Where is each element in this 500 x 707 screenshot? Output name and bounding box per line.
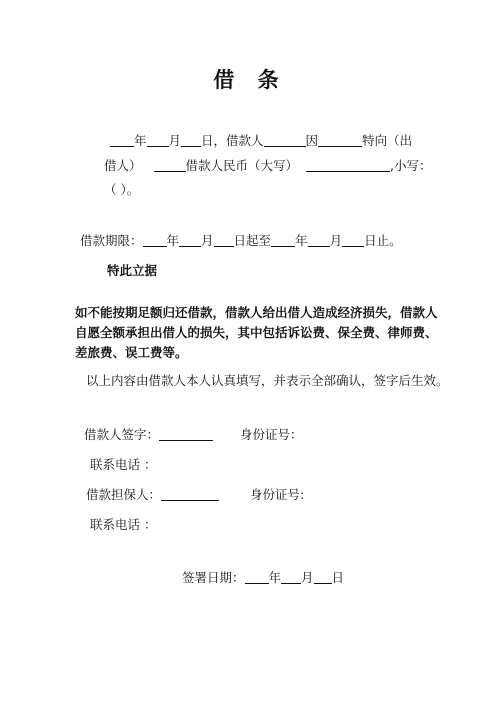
label-sign-date: 签署日期：: [182, 570, 245, 585]
label-to-lender: 特向（出: [362, 133, 413, 148]
guarantor-phone-label: 联系电话 ：: [90, 517, 157, 532]
blank-period-start-day[interactable]: [214, 232, 234, 247]
label-borrower-signature: 借款人签字：: [84, 427, 160, 442]
blank-borrower[interactable]: [264, 132, 306, 147]
blank-sign-year[interactable]: [245, 569, 269, 584]
borrower-signature-line: [84, 424, 213, 446]
blank-period-end-year[interactable]: [271, 232, 295, 247]
blank-period-start-month[interactable]: [179, 232, 201, 247]
blank-day[interactable]: [181, 132, 201, 147]
evidence-heading: 特此立据: [107, 263, 158, 278]
guarantor-id-label: 身份证号:: [250, 487, 305, 502]
paragraph-line-1: [110, 130, 412, 152]
label-period-start: 日起至: [233, 233, 272, 248]
blank-guarantor[interactable]: [161, 486, 219, 501]
clause-line-1: 如不能按期足额归还借款，借款人给出借人造成经济损失，借款人: [75, 305, 438, 320]
label-month: 月: [168, 133, 182, 148]
label-sign-month: 月: [301, 570, 314, 585]
borrower-id-label: 身份证号：: [240, 427, 303, 442]
label-guarantor: 借款担保人：: [86, 487, 162, 502]
blank-month[interactable]: [147, 132, 169, 147]
document-title: 借 条: [213, 68, 287, 92]
blank-reason[interactable]: [318, 132, 362, 147]
clause-line-2: 自愿全额承担出借人的损失，其中包括诉讼费、保全费、律师费、: [75, 325, 438, 340]
label-sign-day: 日: [331, 570, 345, 585]
clause-line-3: 差旅费、误工费等。: [75, 345, 188, 360]
blank-period-end-month[interactable]: [308, 232, 330, 247]
blank-amount-upper[interactable]: [306, 157, 390, 172]
borrower-phone-label: 联系电话 ：: [90, 457, 157, 472]
blank-borrower-signature[interactable]: [159, 426, 213, 441]
blank-period-end-day[interactable]: [342, 232, 364, 247]
label-because: 因: [305, 133, 319, 148]
label-period-year: 年: [166, 233, 180, 248]
paragraph-line-2: [104, 155, 432, 177]
label-period: 借款期限：: [80, 233, 143, 248]
label-day-borrower: 日，借款人: [201, 133, 264, 148]
blank-sign-day[interactable]: [314, 569, 332, 584]
confirmation-text: 以上内容由借款人本人认真填写，并表示全部确认，签字后生效。: [86, 373, 449, 388]
blank-year[interactable]: [110, 132, 134, 147]
label-lender: 借人）: [104, 158, 142, 173]
label-period-month-2: 月: [329, 233, 343, 248]
label-sign-year: 年: [268, 570, 282, 585]
amount-lower-paren: （ ）。: [104, 182, 140, 197]
label-amount-lower: ,小写：: [390, 158, 432, 173]
label-period-year-2: 年: [295, 233, 308, 248]
label-period-month: 月: [201, 233, 214, 248]
blank-lender[interactable]: [154, 157, 186, 172]
label-year: 年: [134, 133, 147, 148]
label-amount-upper: 借款人民币（大写）: [185, 158, 299, 173]
blank-sign-month[interactable]: [281, 569, 301, 584]
sign-date-line: [182, 567, 344, 589]
loan-period-line: [80, 230, 402, 252]
label-period-end: 日止。: [364, 233, 402, 248]
blank-period-start-year[interactable]: [143, 232, 167, 247]
guarantor-line: [86, 484, 219, 506]
